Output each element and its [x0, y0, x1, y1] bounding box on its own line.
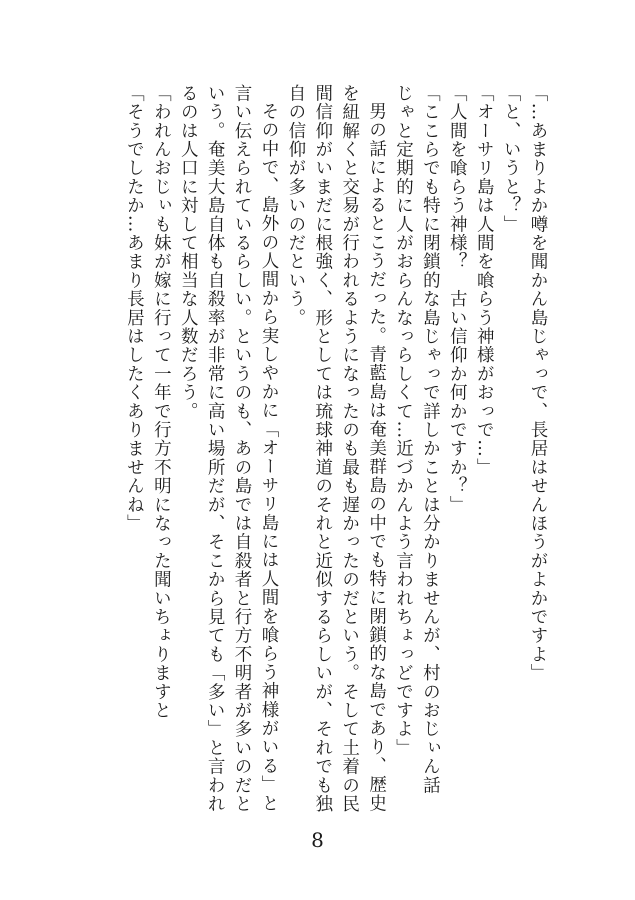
- text-line-13: いう。奄美大島自体も自殺率が非常に高い場所だが、そこから見ても「多い」と言われ: [205, 84, 226, 814]
- text-line-14: るのは人口に対して相当な人数だろう。: [178, 84, 199, 421]
- text-line-12: 言い伝えられているらしい。というのも、あの島では自殺者と行方不明者が多いのだと: [232, 84, 253, 814]
- page-number: 8: [311, 828, 324, 852]
- text-line-4: 「人間を喰らう神様？ 古い信仰か何かですか？」: [447, 84, 468, 515]
- text-line-6: じゃと定期的に人がおらんなっらしくて…近づかんよう言われちょっどですよ」: [393, 84, 414, 758]
- text-line-7: 男の話によるとこうだった。青藍島は奄美群島の中でも特に閉鎖的な島であり、歴史: [366, 101, 387, 813]
- text-line-2: 「と、いうと？」: [501, 84, 522, 234]
- text-line-5: 「ここらでも特に閉鎖的な島じゃっで詳しかことは分かりませんが、村のおじぃん話: [420, 84, 441, 795]
- text-line-3: 「オーサリ島は人間を喰らう神様がおっで…」: [474, 84, 495, 477]
- text-line-8: を紐解くと交易が行われるようになったのも最も遅かったのだという。そして土着の民: [339, 84, 360, 814]
- text-line-15: 「われんおじぃも妹が嫁に行って一年で行方不明になった聞いちょりますと: [151, 84, 172, 720]
- text-line-10: 自の信仰が多いのだという。: [285, 84, 306, 328]
- text-line-9: 間信仰がいまだに根強く、形としては琉球神道のそれと近似するらしいが、それでも独: [312, 84, 333, 814]
- text-line-16: 「そうでしたか…あまり長居はしたくありませんね」: [124, 84, 145, 533]
- text-line-11: その中で、島外の人間から実しやかに「オーサリ島には人間を喰らう神様がいる」と: [258, 101, 279, 813]
- body-text: [81, 84, 551, 824]
- text-line-1: 「…あまりよか噂を聞かん島じゃっで、長居はせんほうがよかですよ」: [528, 84, 548, 683]
